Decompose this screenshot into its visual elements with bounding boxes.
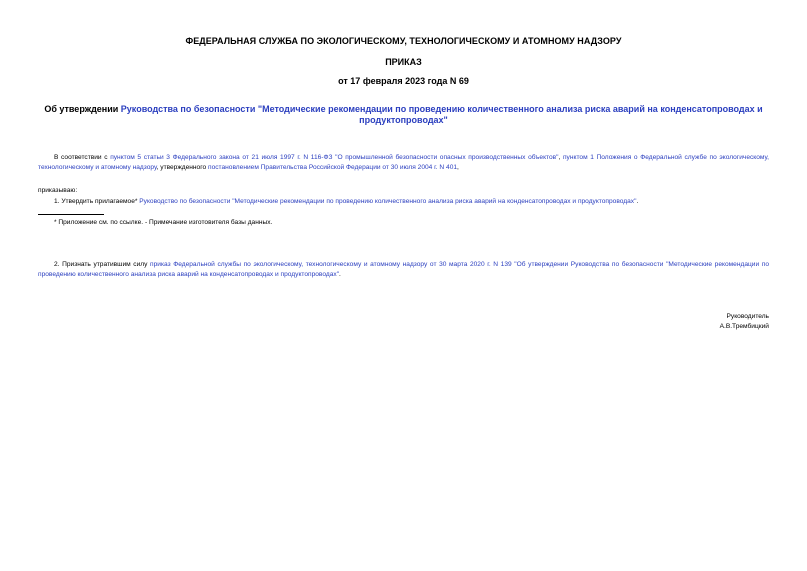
regulation-link[interactable]: пунктом 1 Положения о Федеральной службе по экологическому, технологическому и атомному надзору bbox=[38, 154, 769, 171]
footnote-divider bbox=[38, 214, 104, 215]
preamble-text-3: , утвержденного bbox=[156, 164, 208, 171]
item-2-paragraph bbox=[38, 260, 769, 280]
item-1-end: . bbox=[636, 198, 639, 205]
signature-position: Руководитель bbox=[726, 313, 769, 320]
law-116-fz-link[interactable]: пунктом 5 статьи 3 Федерального закона от 21 июля 1997 г. N 116-ФЗ "О промышленной безопасности опасных производственных объектов" bbox=[110, 154, 559, 161]
item-2-end: . bbox=[339, 271, 341, 278]
guide-link[interactable]: Руководство по безопасности "Методические рекомендации по проведению количественного анализа риска аварий на конденсатопроводах и продуктопроводах" bbox=[139, 198, 637, 205]
item-1-paragraph bbox=[38, 197, 769, 207]
government-decree-link[interactable]: постановлением Правительства Российской Федерации от 30 июля 2004 г. N 401 bbox=[208, 164, 458, 171]
title-link[interactable]: Руководства по безопасности "Методические рекомендации по проведению количественного анализа риска аварий на конденсатопроводах и продуктопроводах" bbox=[120, 104, 763, 125]
item-1-text: 1. Утвердить прилагаемое* bbox=[54, 198, 140, 205]
organization-name: ФЕДЕРАЛЬНАЯ СЛУЖБА ПО ЭКОЛОГИЧЕСКОМУ, ТЕХНОЛОГИЧЕСКОМУ И АТОМНОМУ НАДЗОРУ bbox=[185, 36, 622, 46]
document-type: ПРИКАЗ bbox=[385, 57, 422, 67]
preamble-paragraph bbox=[38, 153, 769, 173]
preamble-text-1: В соответствии с bbox=[54, 154, 111, 161]
footnote: * Приложение см. по ссылке. - Примечание изготовителя базы данных. bbox=[54, 219, 273, 226]
document-date-number: от 17 февраля 2023 года N 69 bbox=[338, 76, 469, 86]
signature-name: А.В.Трембицкий bbox=[719, 323, 769, 330]
preamble-text-2: , bbox=[558, 154, 563, 161]
title-prefix: Об утверждении bbox=[44, 104, 121, 114]
decree-word: приказываю: bbox=[38, 187, 78, 194]
preamble-text-4: , bbox=[457, 164, 459, 171]
revoked-order-link[interactable]: приказ Федеральной службы по экологическому, технологическому и атомному надзору от 30 марта 2020 г. N 139 "Об утверждении Руководства по безопасности "Методические рекомендации по проведению количественного анализа риска аварий на конденсатопроводах и продуктопроводах" bbox=[38, 261, 769, 278]
item-2-text: 2. Признать утратившим силу bbox=[54, 261, 151, 268]
document-title bbox=[38, 104, 769, 126]
